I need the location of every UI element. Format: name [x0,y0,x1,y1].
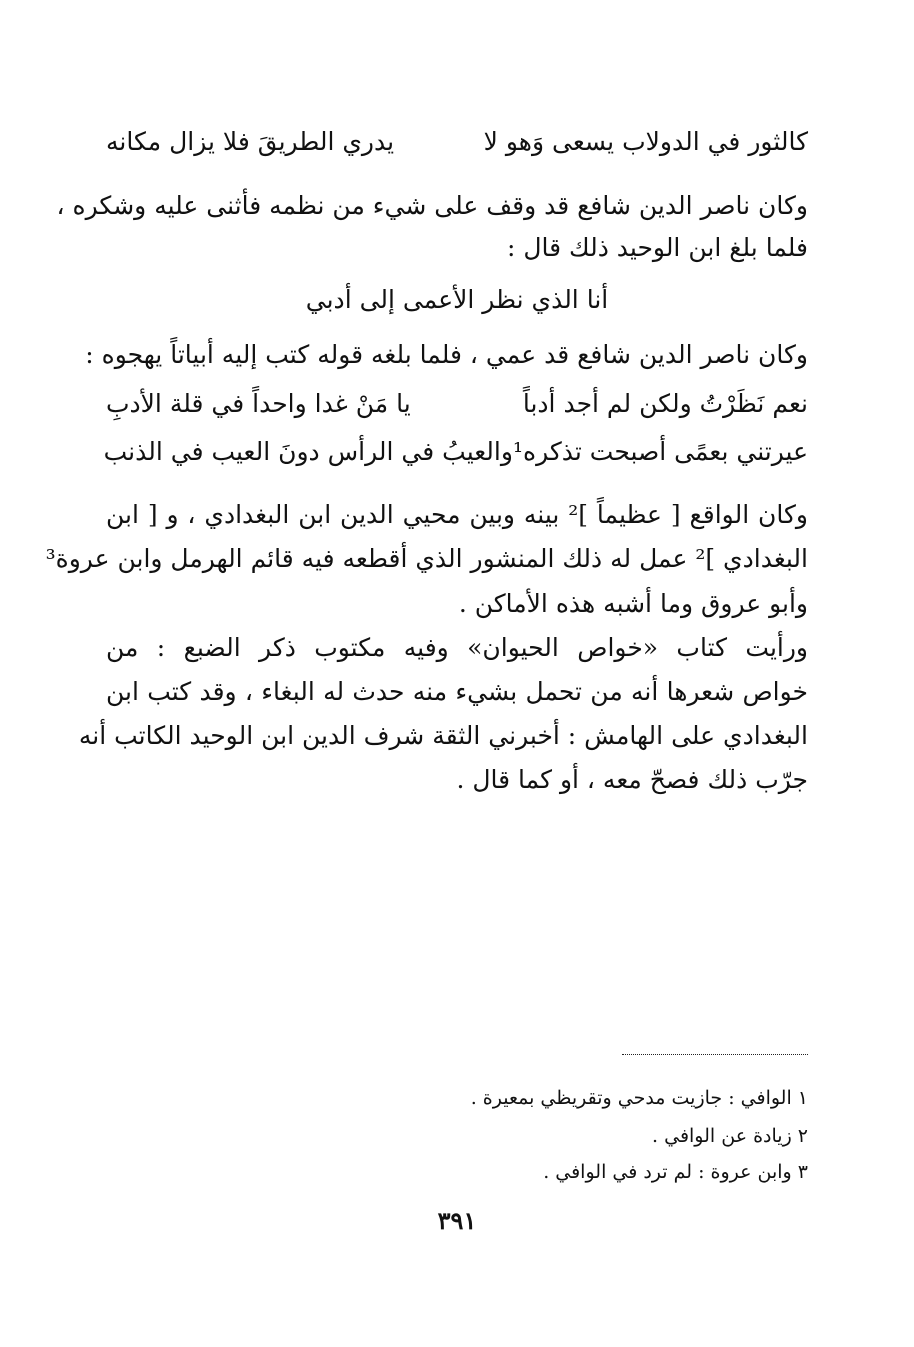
paragraph-line: وكان ناصر الدين شافع قد عمي ، فلما بلغه قوله كتب إليه أبياتاً يهجوه : [85,340,808,369]
paragraph-line: البغدادي ]² عمل له ذلك المنشور الذي أقطعه فيه قائم الهرمل وابن عروة³ [45,544,808,573]
paragraph-line: ورأيت كتاب «خواص الحيوان» وفيه مكتوب ذكر الضبع : من [106,633,808,662]
verse-hemistich-second: يا مَنْ غدا واحداً في قلة الأدبِ [106,389,411,418]
verse-hemistich-first: عيرتني بعمًى أصبحت تذكره¹ [512,437,808,466]
verse-line [106,386,808,422]
paragraph-line: وأبو عروق وما أشبه هذه الأماكن . [458,589,808,618]
verse-line [106,124,808,160]
footnote-separator [622,1054,808,1055]
footnote: ٢ زيادة عن الوافي . [652,1125,808,1147]
verse-line [103,434,808,470]
paragraph-line: البغدادي على الهامش : أخبرني الثقة شرف الدين ابن الوحيد الكاتب أنه [78,721,808,750]
page-number: ٣٩١ [437,1206,477,1235]
footnote: ١ الوافي : جازيت مدحي وتقريظي بمعيرة . [470,1087,808,1109]
centered-verse: أنا الذي نظر الأعمى إلى أدبي [305,285,609,314]
paragraph-line: خواص شعرها أنه من تحمل بشيء منه حدث له البغاء ، وقد كتب ابن [106,677,808,706]
paragraph-line: فلما بلغ ابن الوحيد ذلك قال : [506,233,808,262]
paragraph-line: وكان الواقع [ عظيماً ]² بينه وبين محيي الدين ابن البغدادي ، و [ ابن [106,500,808,529]
paragraph-line: وكان ناصر الدين شافع قد وقف على شيء من نظمه فأثنى عليه وشكره ، [56,191,808,220]
verse-hemistich-second: يدري الطريقَ فلا يزال مكانه [106,127,395,156]
verse-hemistich-first: نعم نَظَرْتُ ولكن لم أجد أدباً [522,389,808,418]
verse-hemistich-first: كالثور في الدولاب يسعى وَهو لا [483,127,808,156]
footnote: ٣ وابن عروة : لم ترد في الوافي . [543,1161,808,1183]
paragraph-line: جرّب ذلك فصحّ معه ، أو كما قال . [456,765,808,794]
verse-hemistich-second: والعيبُ في الرأس دونَ العيب في الذنب [103,437,513,466]
